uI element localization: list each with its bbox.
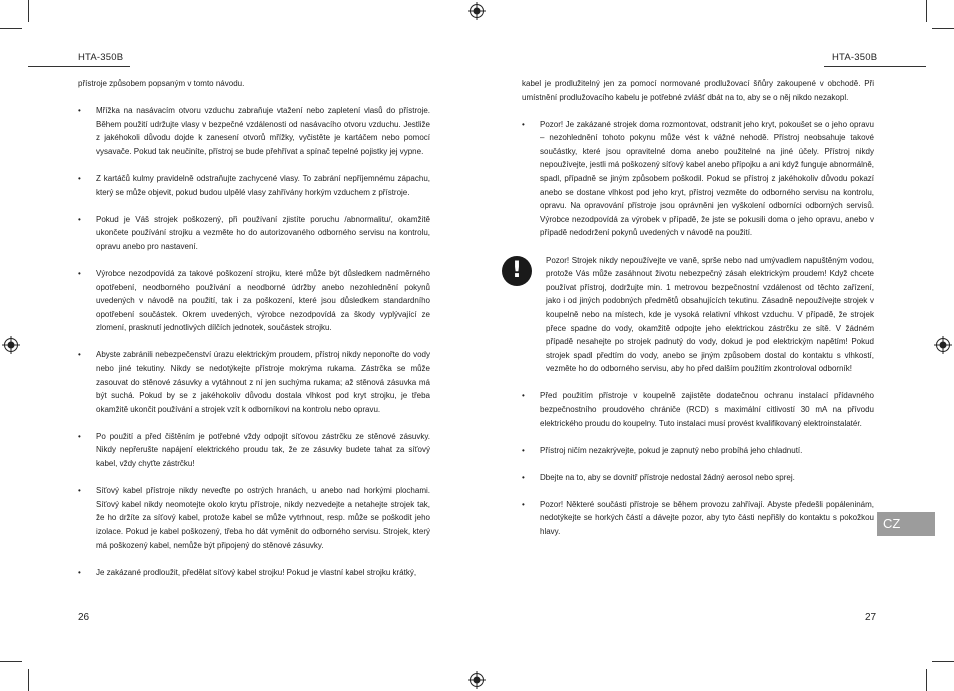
- bullet-paragraph: [78, 104, 430, 158]
- header-rule: [28, 66, 130, 67]
- bullet-paragraph: [78, 348, 430, 416]
- bullet-paragraph: [522, 471, 874, 485]
- bullet-marker: •: [78, 431, 81, 441]
- paragraph-text: Výrobce nezodpovídá za takové poškození strojku, které může být důsledkem nadměrného opotřebení, neodborného používání a neodborné údržby anebo nezohlednění pokynů uvedených v návodě na použití, tak i za poškození, které jsou důsledkem standardního opotřebení součástek. Okrem uvedených, výrobce nezodpovídá za škody vyplývající ze zlomení, prasknutí jednotlivých dílčích jednotek, součástek strojku.: [96, 268, 430, 333]
- warning-note: [502, 254, 874, 376]
- registration-mark-icon: [2, 336, 20, 354]
- bullet-marker: •: [78, 214, 81, 224]
- crop-mark: [932, 28, 954, 29]
- bullet-marker: •: [522, 391, 525, 401]
- bullet-marker: •: [78, 486, 81, 496]
- paragraph-text: Z kartáčů kulmy pravidelně odstraňujte zachycené vlasy. To zabrání nepříjemnému zápachu, který se může objevit, pokud budou ulpělé vlasy zahřívány horkým vzduchem z přístroje.: [96, 173, 430, 197]
- page-number: 27: [865, 612, 877, 623]
- crop-mark: [0, 28, 22, 29]
- page-header-model: HTA-350B: [78, 52, 124, 63]
- bullet-paragraph: [522, 498, 874, 539]
- bullet-paragraph: [522, 444, 874, 458]
- paragraph-text: kabel je prodlužitelný jen za pomocí normované prodlužovací šňůry zakoupené v obchodě. Při umístnění prodlužovacího kabelu je potřebné zvlášť dbát na to, aby se o něj nikdo nezakopl.: [522, 79, 874, 102]
- bullet-paragraph: [78, 484, 430, 552]
- paragraph-text: Mřížka na nasávacím otvoru vzduchu zabraňuje vtažení nebo zapletení vlasů do přístroje. Během použití udržujte vlasy v bezpečné vzdálenosti od nasávacího otvoru vzduchu. Jestliže z jakéhokoli důvodu dojde k zanesení otvorů mřížky, vyčistěte je kartáčem nebo pomocí vysavače. Pokud tak neučiníte, přístroj se bude přehřívat a spínač tepelné pojistky jej vypne.: [96, 106, 430, 156]
- page-header-model: HTA-350B: [832, 52, 878, 63]
- bullet-paragraph: [78, 172, 430, 199]
- paragraph-text: přístroje způsobem popsaným v tomto návodu.: [78, 79, 245, 88]
- bullet-paragraph: [522, 389, 874, 430]
- paragraph-text: Abyste zabránili nebezpečenství úrazu elektrickým proudem, přístroj nikdy neponořte do vody nebo jiné tekutiny. Nikdy se nedotýkejte přístroje mokrýma rukama. Zástrčka se může zasouvat do stěnové zásuvky a vytáhnout z ní jen suchýma rukama; až stěnová zásuvka má být suchá. Pokud by se z jakéhokoliv důvodu dostala vlhkost pod kryt strojku, je třeba okamžitě ukončit používání a strojek vzít k odborníkovi na kontrolu nebo opravu.: [96, 350, 430, 414]
- paragraph-text: Přístroj ničím nezakrývejte, pokud je zapnutý nebo probíhá jeho chladnutí.: [540, 445, 803, 455]
- registration-mark-icon: [934, 336, 952, 354]
- page-number: 26: [78, 612, 90, 623]
- crop-mark: [932, 661, 954, 662]
- crop-mark: [0, 661, 22, 662]
- bullet-paragraph: [78, 267, 430, 335]
- crop-mark: [926, 669, 927, 691]
- bullet-paragraph: [78, 566, 430, 580]
- paragraph-text: Pokud je Váš strojek poškozený, při používaní zjistíte poruchu /abnormalitu/, okamžitě ukončete používání strojku a vezměte ho do autorizovaného odborného servisu na kontrolu, opravu anebo pro nastavení.: [96, 214, 430, 251]
- right-page: [477, 0, 954, 691]
- paragraph-text: Pozor! Některé součásti přístroje se během provozu zahřívají. Abyste předešli popáleninám, nedotýkejte se horkých částí a dávejte pozor, aby tyto části nepřišly do kontaktu s pokožkou hlavy.: [540, 499, 874, 537]
- crop-mark: [28, 669, 29, 691]
- crop-mark: [28, 0, 29, 22]
- bullet-marker: •: [78, 268, 81, 278]
- bullet-marker: •: [78, 350, 81, 360]
- registration-mark-icon: [468, 671, 486, 689]
- warning-text: Pozor! Strojek nikdy nepoužívejte ve vaně, sprše nebo nad umývadlem napuštěným vodou, protože Vás může zasáhnout životu nebezpečný zásah elektrickým proudem! Když chcete používat přístroj, dodržujte min. 1 metrovou bezpečnostní vzdálenost od těchto zařízení, jako i od jiných podobných předmětů obsahujících tekutinu. Zásadně nepoužívejte strojek v koupelně nebo na místech, kde je vysoká relativní vlhkost vzduchu. V případě, že strojek přece spadne do vody, okamžitě odpojte jeho elektrickou zástrčku ze sítě. V žádném případě nesahejte po strojek padnutý do vody, dokud je pod elektrickým napětím! Pokud strojek spadl předtím do vody, anebo se jiným způsobem dostal do kontaktu s vlhkostí, vezměte ho do odborného servisu, aby ho před dalším použitím zkontroloval odborník!: [546, 255, 874, 374]
- bullet-marker: •: [78, 106, 81, 116]
- bullet-marker: •: [522, 499, 525, 509]
- exclamation-icon: !: [502, 256, 532, 286]
- bullet-marker: •: [522, 472, 525, 482]
- bullet-paragraph: [78, 213, 430, 254]
- bullet-paragraph: [522, 118, 874, 240]
- paragraph-text: Dbejte na to, aby se dovnitř přístroje nedostal žádný aerosol nebo sprej.: [540, 472, 795, 482]
- header-rule: [824, 66, 926, 67]
- paragraph-text: Síťový kabel přístroje nikdy neveďte po ostrých hranách, u anebo nad horkými plochami. Síťový kabel nikdy neomotejte okolo krytu přístroje, nikdy nezvedejte a netahejte strojek tak, že ho držíte za síťový kabel, protože kabel se může vytrhnout, resp. může se poškodit jeho izolace. Pokud je kabel poškozený, třeba ho dát vyměnit do odborného servisu. Strojek, který má poškozený kabel, nemůže být připojený do stěnové zásuvky.: [96, 486, 430, 550]
- bullet-marker: •: [522, 119, 525, 129]
- bullet-marker: •: [522, 445, 525, 455]
- crop-mark: [926, 0, 927, 22]
- paragraph-text: Je zakázané prodloužit, předělat síťový kabel strojku! Pokud je vlastní kabel strojku krátký,: [96, 567, 417, 577]
- continued-paragraph: [522, 77, 874, 104]
- left-page-body: [78, 77, 430, 593]
- language-tab: CZ: [877, 512, 935, 536]
- paragraph-text: Pozor! Je zakázané strojek doma rozmontovat, odstranit jeho kryt, pokoušet se o jeho opravu – nezohlednění tohoto pokynu může vést k vážné nehodě. Přístroj neobsahuje takové součástky, které jsou opravitelné doma anebo použitelné na jiné účely. Přístroj nikdy nepoužívejte, jestli má poškozený síťový kabel anebo přípojku a ani když funguje abnormálně, spadl, případně se jiným způsobem poškodil. Pokud se přístroj z jakéhokoliv důvodu pokazí anebo se dostane vlhkost pod jeho kryt, přístroj vezměte do odborného servisu na kontrolu, opravu. Na opravování přístroje jsou oprávněni jen vyškolení odborníci odborných servisů. Výrobce nezodpovídá za výrobek v případě, že jste se pokusili doma o jeho opravu, anebo v případě nedodržení pokynů uvedených v návodě na použití.: [540, 119, 874, 238]
- paragraph-text: Před použitím přístroje v koupelně zajistěte dodatečnou ochranu instalací přídavného bezpečnostního proudového chrániče (RCD) s maximální citlivostí 30 mA na přívodu elektrického proudu do koupelny. Tuto instalaci musí provést kvalifikovaný elektroinstalatér.: [540, 391, 874, 428]
- paragraph-text: Po použití a před čištěním je potřebné vždy odpojit síťovou zástrčku ze stěnové zásuvky. Nikdy nepřerušte napájení elektrického proudu tak, že ze zásuvky budete tahat za síťový kabel, vždy chyťte zástrčku!: [96, 431, 430, 469]
- bullet-marker: •: [78, 567, 81, 577]
- right-page-body: [511, 77, 874, 552]
- continued-paragraph: [78, 77, 430, 91]
- registration-mark-icon: [468, 2, 486, 20]
- bullet-paragraph: [78, 430, 430, 471]
- bullet-marker: •: [78, 173, 81, 183]
